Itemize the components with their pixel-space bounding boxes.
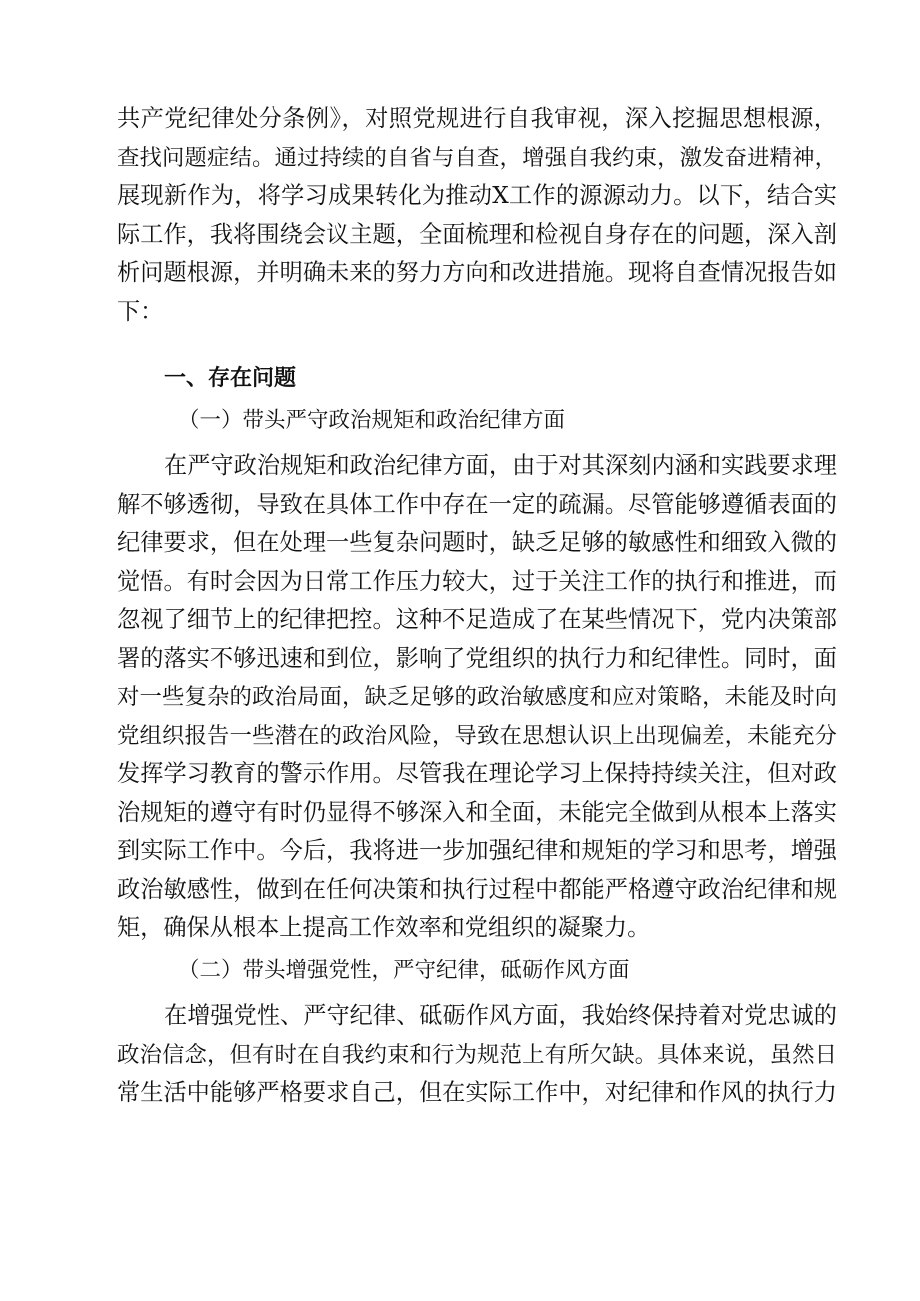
paragraph-line: 在严守政治规矩和政治纪律方面，由于对其深刻内涵和实践要求理 — [164, 452, 837, 479]
intro-line: 析问题根源，并明确未来的努力方向和改进措施。现将自查情况报告如 — [117, 259, 837, 286]
paragraph-line: 觉悟。有时会因为日常工作压力较大，过于关注工作的执行和推进，而 — [117, 568, 837, 595]
intro-line: 际工作，我将围绕会议主题，全面梳理和检视自身存在的问题，深入剖 — [117, 221, 837, 248]
intro-line: 展现新作为，将学习成果转化为推动X工作的源源动力。以下，结合实 — [117, 182, 837, 209]
paragraph-line: 政治信念，但有时在自我约束和行为规范上有所欠缺。具体来说，虽然日 — [117, 1042, 837, 1068]
paragraph-line: 党组织报告一些潜在的政治风险，导致在思想认识上出现偏差，未能充分 — [117, 723, 837, 749]
paragraph-line: 对一些复杂的政治局面，缺乏足够的政治敏感度和应对策略，未能及时向 — [117, 684, 837, 710]
subsection-heading: （二）带头增强党性，严守纪律，砥砺作风方面 — [178, 958, 630, 983]
paragraph-line: 治规矩的遵守有时仍显得不够深入和全面，未能完全做到从根本上落实 — [117, 799, 837, 826]
paragraph-line: 忽视了细节上的纪律把控。这种不足造成了在某些情况下，党内决策部 — [117, 606, 837, 633]
paragraph-line: 纪律要求，但在处理一些复杂问题时，缺乏足够的敏感性和细致入微的 — [117, 529, 837, 556]
intro-line: 共产党纪律处分条例》，对照党规进行自我审视，深入挖掘思想根源， — [117, 105, 837, 132]
intro-line: 下： — [117, 298, 164, 325]
paragraph-line: 矩，确保从根本上提高工作效率和党组织的凝聚力。 — [117, 914, 651, 941]
paragraph-line: 常生活中能够严格要求自己，但在实际工作中，对纪律和作风的执行力 — [117, 1079, 837, 1106]
paragraph-line: 发挥学习教育的警示作用。尽管我在理论学习上保持持续关注，但对政 — [117, 760, 837, 787]
paragraph-line: 解不够透彻，导致在具体工作中存在一定的疏漏。尽管能够遵循表面的 — [117, 491, 837, 518]
subsection-heading: （一）带头严守政治规矩和政治纪律方面 — [178, 408, 566, 433]
intro-line: 查找问题症结。通过持续的自省与自查，增强自我约束，激发奋进精神， — [117, 145, 837, 171]
paragraph-line: 在增强党性、严守纪律、砥砺作风方面，我始终保持着对党忠诚的 — [164, 1002, 837, 1029]
section-heading: 一、存在问题 — [164, 366, 297, 391]
paragraph-line: 政治敏感性，做到在任何决策和执行过程中都能严格遵守政治纪律和规 — [117, 876, 837, 903]
paragraph-line: 署的落实不够迅速和到位，影响了党组织的执行力和纪律性。同时，面 — [117, 645, 837, 672]
paragraph-line: 到实际工作中。今后，我将进一步加强纪律和规矩的学习和思考，增强 — [117, 837, 837, 864]
